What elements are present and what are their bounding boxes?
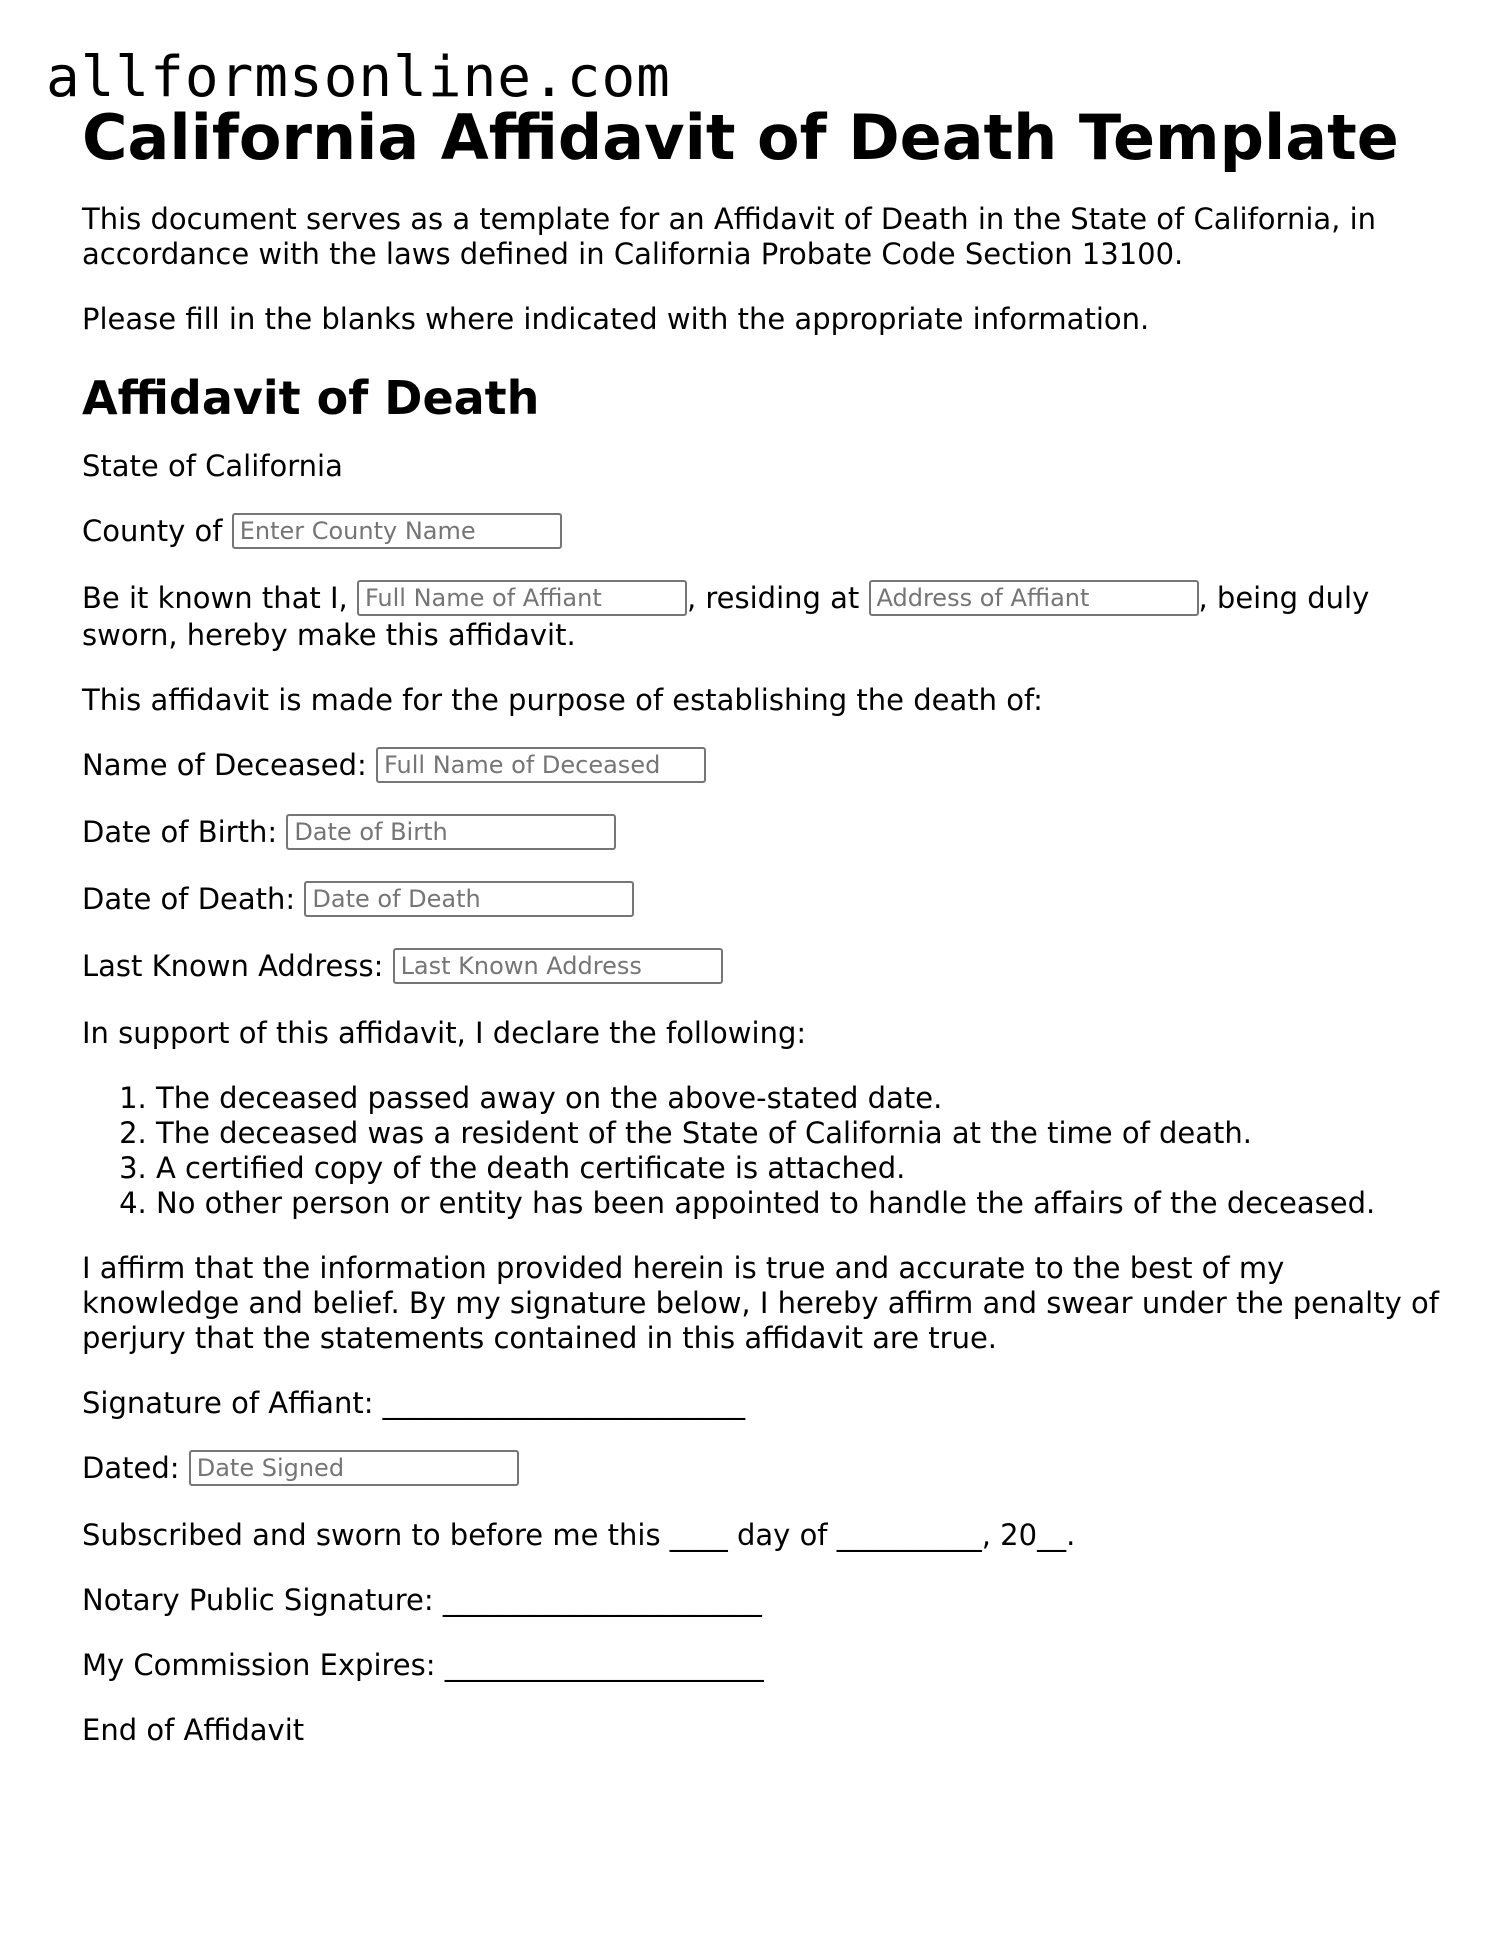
notary-signature-line: Notary Public Signature: ______________________ [82, 1583, 762, 1617]
birth-date-label: Date of Birth: [82, 815, 278, 849]
affiant-row [82, 581, 1442, 653]
affiant-prefix: Be it known that I, [82, 581, 348, 615]
county-input[interactable] [232, 513, 562, 549]
dated-label: Dated: [82, 1451, 180, 1485]
page-title: California Affidavit of Death Template [82, 101, 1399, 174]
affiant-address-input[interactable] [869, 580, 1199, 616]
last-address-input[interactable] [393, 948, 723, 984]
signature-line: Signature of Affiant: _________________________ [82, 1386, 746, 1420]
last-address-label: Last Known Address: [82, 949, 384, 983]
watermark: allformsonline.com [46, 45, 671, 110]
deceased-name-row [82, 748, 1442, 785]
document-body [82, 100, 1442, 1778]
affiant-suffix: , being duly sworn, hereby make this affidavit. [82, 581, 1370, 652]
death-date-row [82, 882, 1442, 919]
commission-expires-line: My Commission Expires: ______________________ [82, 1648, 764, 1682]
affiant-name-input[interactable] [357, 580, 687, 616]
affiant-middle: , residing at [686, 581, 860, 615]
purpose-line: This affidavit is made for the purpose of establishing the death of: [82, 683, 1043, 717]
death-date-label: Date of Death: [82, 882, 296, 916]
declarations-list [82, 1081, 1442, 1221]
declaration-item: 1. The deceased passed away on the above-stated date. [156, 1081, 1442, 1116]
birth-date-input[interactable] [286, 814, 616, 850]
instructions-paragraph: Please fill in the blanks where indicated with the appropriate information. [82, 302, 1150, 336]
birth-date-row [82, 815, 1442, 852]
end-line: End of Affidavit [82, 1713, 305, 1747]
sworn-line: Subscribed and sworn to before me this ____ day of __________, 20__. [82, 1518, 1076, 1552]
intro-paragraph: This document serves as a template for an Affidavit of Death in the State of California, in accordance with the laws defined in California Probate Code Section 13100. [82, 202, 1377, 271]
section-title: Affidavit of Death [82, 371, 540, 425]
affirmation-paragraph: I affirm that the information provided herein is true and accurate to the best of my knowledge and belief. By my signature below, I hereby affirm and swear under the penalty of perjury that the statements contained in this affidavit are true. [82, 1251, 1439, 1355]
support-intro: In support of this affidavit, I declare the following: [82, 1016, 807, 1050]
county-label: County of [82, 514, 223, 548]
county-row [82, 514, 1442, 551]
state-line: State of California [82, 449, 343, 483]
declaration-item: 3. A certified copy of the death certificate is attached. [156, 1151, 1442, 1186]
dated-row [82, 1451, 1442, 1488]
declaration-item: 2. The deceased was a resident of the State of California at the time of death. [156, 1116, 1442, 1151]
deceased-name-label: Name of Deceased: [82, 748, 367, 782]
deceased-name-input[interactable] [376, 747, 706, 783]
last-address-row [82, 949, 1442, 986]
dated-input[interactable] [189, 1450, 519, 1486]
declaration-item: 4. No other person or entity has been appointed to handle the affairs of the deceased. [156, 1186, 1442, 1221]
death-date-input[interactable] [304, 881, 634, 917]
